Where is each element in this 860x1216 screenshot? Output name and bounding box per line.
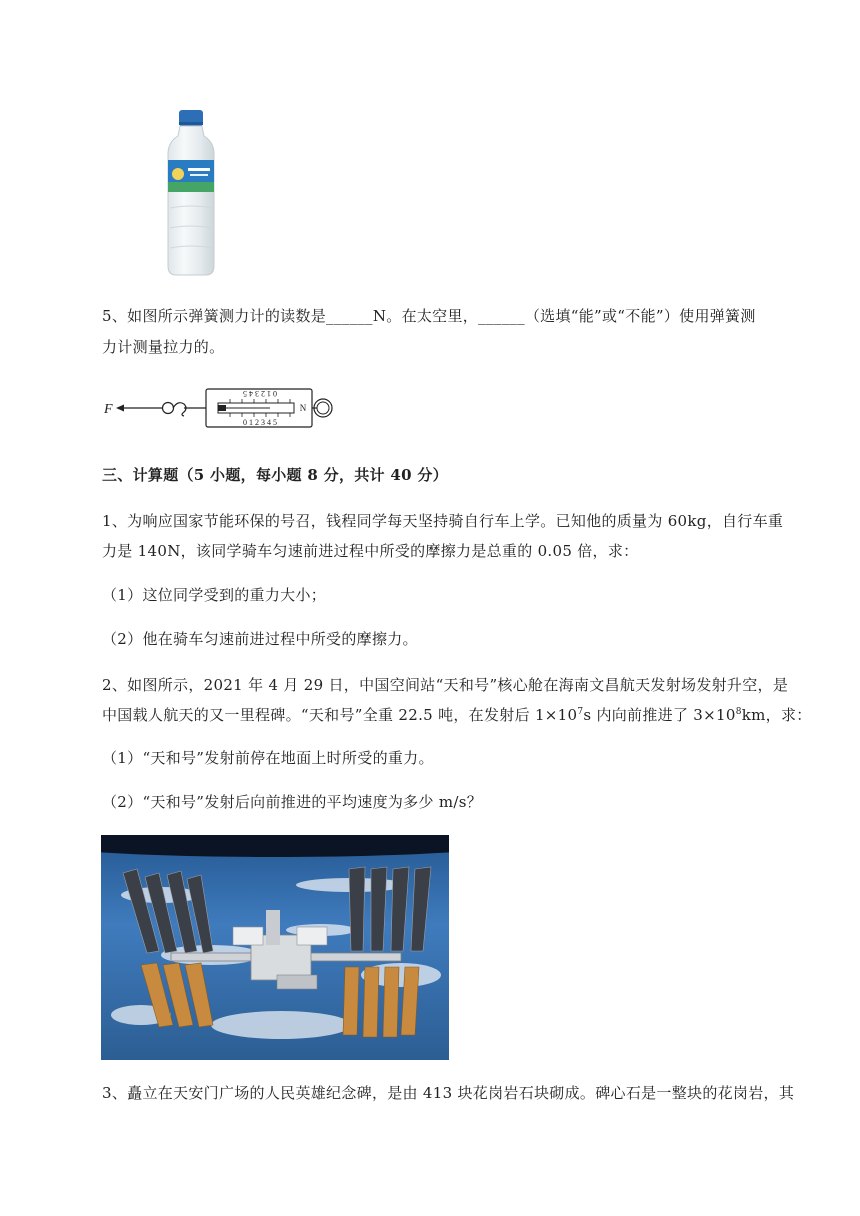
scale-unit-label: N xyxy=(299,403,307,413)
problem-3-line1: 3、矗立在天安门广场的人民英雄纪念碑，是由 413 块花岗岩石块砌成。碑心石是一整块的花岗岩，其 xyxy=(102,1084,795,1102)
problem-2-sub1: （1）“天和号”发射前停在地面上时所受的重力。 xyxy=(102,749,434,767)
problem-1-sub1: （1）这位同学受到的重力大小； xyxy=(102,586,327,604)
force-label: F xyxy=(104,402,113,417)
problem-2-line2-part-b: s 内向前推进了 3×10 xyxy=(583,706,736,724)
section-heading: 三、计算题（5 小题，每小题 8 分，共计 40 分） xyxy=(102,466,448,484)
problem-1-line2: 力是 140N，该同学骑车匀速前进过程中所受的摩擦力是总重的 0.05 倍，求： xyxy=(102,542,639,560)
question-5-line2: 力计测量拉力的。 xyxy=(102,338,225,356)
problem-2-sub2: （2）“天和号”发射后向前推进的平均速度为多少 m/s？ xyxy=(102,793,483,811)
problem-2-line2-part-a: 中国载人航天的又一里程碑。“天和号”全重 22.5 吨，在发射后 1×10 xyxy=(102,706,578,724)
scale-bottom-labels: 0 1 2 3 4 5 xyxy=(243,418,277,427)
problem-1-line1: 1、为响应国家节能环保的号召，钱程同学每天坚持骑自行车上学。已知他的质量为 60kg，自行车重 xyxy=(102,512,784,530)
problem-2-line2-part-c: km，求： xyxy=(741,706,812,724)
problem-1-sub2: （2）他在骑车匀速前进过程中所受的摩擦力。 xyxy=(102,630,418,648)
spring-scale-diagram xyxy=(100,386,340,432)
water-bottle-image xyxy=(162,108,220,278)
question-5-line1: 5、如图所示弹簧测力计的读数是______N。在太空里，______（选填“能”或“不能”）使用弹簧测 xyxy=(102,307,756,325)
space-station-photo xyxy=(101,835,449,1060)
problem-2-line2 xyxy=(102,704,812,726)
scale-top-labels: 0 1 2 3 4 5 xyxy=(243,389,277,398)
exponent-1: 7 xyxy=(577,707,584,717)
problem-2-line1: 2、如图所示，2021 年 4 月 29 日，中国空间站“天和号”核心舱在海南文昌航天发射场发射升空，是 xyxy=(102,676,789,694)
exponent-2: 8 xyxy=(735,707,742,717)
